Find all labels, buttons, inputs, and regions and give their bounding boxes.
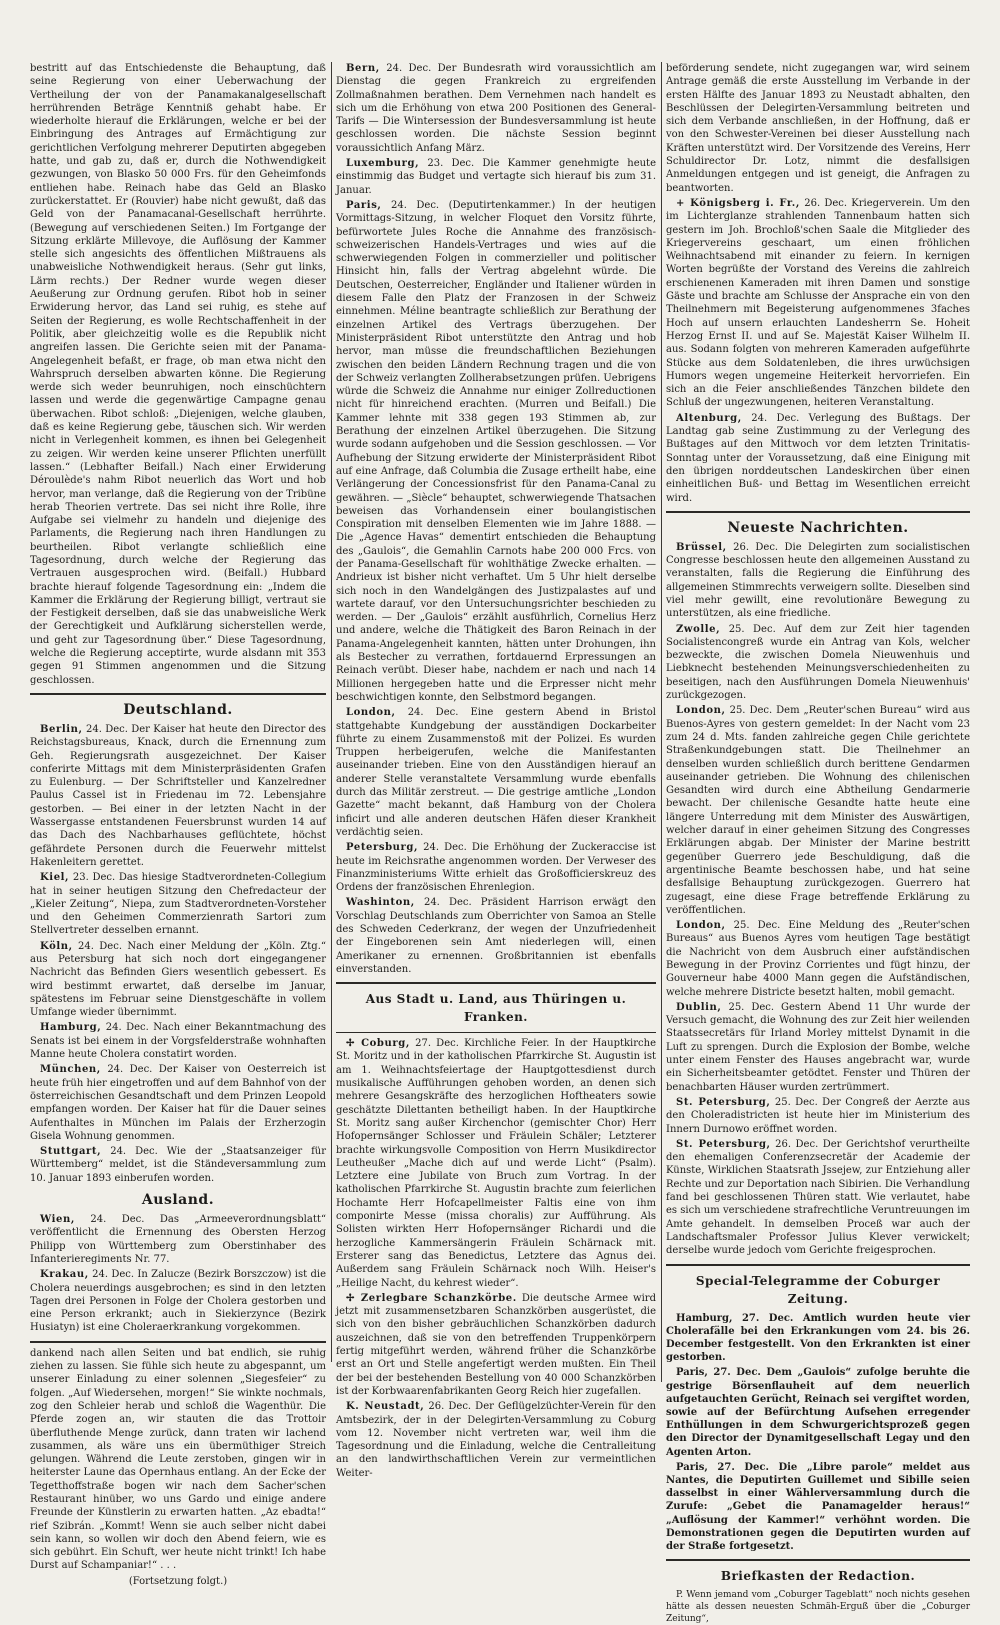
section-heading-briefkasten: Briefkasten der Redaction. bbox=[720, 1569, 916, 1584]
article-dateline: Bern, bbox=[346, 63, 380, 74]
article-dateline: Petersburg, bbox=[346, 842, 419, 854]
article-dateline: Hamburg, bbox=[40, 1022, 102, 1034]
article-dateline: St. Petersburg, bbox=[676, 1096, 771, 1108]
article-dateline: Kiel, bbox=[40, 872, 70, 884]
article-dateline: London, bbox=[346, 707, 396, 719]
article-text: 24. Dec. Das „Armeeverordnungsblatt“ veröffentlicht die Ernennung des Obersten Herzog Philipp von Württemberg zum Oberstinhaber des Infanterieregiments Nr. 77. bbox=[30, 1214, 326, 1265]
article-dateline: Paris, bbox=[346, 199, 382, 211]
section-divider bbox=[666, 1559, 970, 1561]
article-dateline: Washinton, bbox=[346, 897, 415, 909]
article-text: 24. Dec. Wie der „Staatsanzeiger für Württemberg“ meldet, ist die Ständeversammlung zum 10. Januar 1893 einberufen worden. bbox=[30, 1146, 327, 1184]
column-3 bbox=[666, 62, 970, 1625]
article bbox=[666, 412, 970, 505]
section-heading-heimat: Aus Stadt u. Land, aus Thüringen u. Franken. bbox=[365, 992, 627, 1025]
article-text: 24. Dec. Präsident Harrison erwägt den Vorschlag Deutschlands zum Oberrichter von Samoa an Stelle des Schweden Cederkranz, der wegen der Unzufriedenheit der Eingeborenen sein Amt niederlegen will, einen Amerikaner zu ernennen. Großbritannien ist ebenfalls einverstanden. bbox=[336, 897, 656, 975]
section-divider bbox=[666, 1264, 970, 1266]
article bbox=[336, 199, 656, 704]
column-rule bbox=[331, 62, 332, 1362]
article-dateline: Brüssel, bbox=[676, 541, 727, 553]
article-text: 24. Dec. (Deputirtenkammer.) In der heutigen Vormittags-Sitzung, in welcher Floquet den Vorsitz führte, befürwortete Jules Roche die Annahme des französisch-schweizerischen Handels-Vertrages und wies auf die schwerwiegenden Folgen in commerzieller und politischer Hinsicht hin, falls der Vertrag abgelehnt würde. Die Deutschen, Oesterreicher, Engländer und Italiener würden in diesem Falle den Platz der Franzosen in der Schweiz einnehmen. Méline beantragte schließlich zur Berathung der einzelnen Artikel des Vertrags überzugehen. Der Ministerpräsident Ribot unterstützte den Antrag und hob hervor, man müsse die freundschaftlichen Beziehungen zwischen den beiden Ländern Rechnung tragen und die von der Schweiz verlangten Zollherabsetzungen prüfen. Uebrigens würde die Schweiz die Annahme nur einiger Zollreductionen nicht für hinreichend erachten. (Murren und Beifall.) Die Kammer lehnte mit 338 gegen 193 Stimmen ab, zur Berathung der einzelnen Artikel überzugehen. Die Sitzung wurde sodann aufgehoben und die Session geschlossen. — Vor Aufhebung der Sitzung erwiderte der Ministerpräsident Ribot auf eine Anfrage, daß Columbia die Zusage ertheilt habe, eine Verlängerung der Concessionsfrist für den Panama-Canal zu gewähren. — „Siècle“ behauptet, schwerwiegende Thatsachen beweisen das Vorhandensein einer boulangistischen Conspiration mit denselben Elementen wie im Jahre 1888. — Die „Agence Havas“ dementirt entschieden die Behauptung des „Gaulois“, die Gemahlin Carnots habe 200 000 Frcs. von der Panama-Gesellschaft für wohlthätige Zwecke erhalten. — Andrieux ist bisher nicht verhaftet. Um 5 Uhr hielt derselbe sich noch in den Wandelgängen des Justizpalastes auf und wartete darauf, vor den Untersuchungsrichter beschieden zu werden. — Der „Gaulois“ erzählt ausführlich, Cornelius Herz und andere, welche die Thätigkeit des Baron Reinach in der Panama-Angelegenheit kannten, hätten unter Drohungen, ihn als Bestecher zu verrathen, fortdauernd Erpressungen an Reinach verübt. Dieser habe, nachdem er nach und nach 14 Millionen hergegeben hatte und die Erpresser nicht mehr beschwichtigen konnte, den Selbstmord begangen. bbox=[336, 199, 656, 703]
telegram: Paris, 27. Dec. Dem „Gaulois“ zufolge beruhte die gestrige Börsenflauheit auf dem neuerlich aufgetauchten Gerücht, Reinach sei vergiftet worden, sowie auf der Befürchtung Aufsehen erregender Enthüllungen in dem Schwurgerichtsprozeß gegen den Director der Dynamitgesellschaft Legay und den Agenten Arton. bbox=[666, 1367, 970, 1458]
column-rule bbox=[661, 62, 662, 1382]
article-dateline: Dublin, bbox=[676, 1001, 722, 1013]
article bbox=[336, 1292, 656, 1398]
section-divider bbox=[666, 511, 970, 513]
article-dateline: K. Neustadt, bbox=[346, 1401, 425, 1413]
article bbox=[336, 896, 656, 976]
article-dateline: Köln, bbox=[40, 940, 73, 952]
article bbox=[30, 871, 326, 937]
article-dateline: Zwolle, bbox=[676, 623, 721, 635]
article-text: 24. Dec. Nach einer Meldung der „Köln. Ztg.“ aus Petersburg hat sich noch dort eingegangener Nachricht das Befinden Giers wesentlich gebessert. Es wird bestimmt erwartet, daß derselbe im Januar, spätestens im Februar seine Dienstgeschäfte in vollem Umfange wieder übernimmt. bbox=[30, 940, 326, 1019]
article-text: 23. Dec. Die Kammer genehmigte heute einstimmig das Budget und vertagte sich hierauf bis zum 31. Januar. bbox=[336, 158, 656, 196]
feuilleton-divider bbox=[30, 1341, 326, 1343]
article-text: 24. Dec. Der Bundesrath wird voraussichtlich am Dienstag die gegen Frankreich zu ergreifenden Zollmaßnahmen berathen. Dem Vernehmen nach handelt es sich um die Erhöhung von etwa 200 Positionen des General-Tarifs — Die Wintersession der Bundesversammlung ist heute geschlossen worden. Die nächste Session beginnt voraussichtlich Anfang März. bbox=[336, 63, 657, 154]
article bbox=[666, 1001, 970, 1094]
article-text: 25. Dec. Eine Meldung des „Reuter'schen Bureaus“ aus Buenos Ayres vom heutigen Tage bestätigt die Nachricht von dem Ausbruch einer aufständischen Bewegung in der Provinz Corrientes und fügt hinzu, der Gouverneur habe 4000 Mann gegen die Aufständischen, welche mehrere Districte besetzt halten, mobil gemacht. bbox=[666, 920, 970, 998]
article-neustadt-continuation: beförderung sendete, nicht zugegangen war, wird seinem Antrage gemäß die erste Ausstellung im Verbande in der ersten Hälfte des Januar 1893 zu Neustadt abhalten, den Beschlüssen der Delegirten-Versammlung beitreten und sich dem Verbande anschließen, in der Hoffnung, daß er von den Schwester-Vereinen bei dieser Ausstellung nach Kräften unterstützt wird. Der Vorsitzende des Vereins, Herr Schuldirector Dr. Lotz, nimmt die desfallsigen Anmeldungen entgegen und ist geneigt, die Anfragen zu beantworten. bbox=[666, 63, 970, 194]
article-text: 26. Dec. Der Gerichtshof verurtheilte den ehemaligen Conferenzsecretär der Academie der Künste, Wirklichen Staatsrath Jssejew, zur Entziehung aller Rechte und zur Deportation nach Sibirien. Die Verhandlung fand bei geschlossenen Thüren statt. Wie verlautet, habe es sich um verschiedene strafrechtliche Veruntreuungen im Amte gehandelt. In demselben Proceß war auch der Landschaftsmaler Professor Julius Klever verwickelt; derselbe wurde jedoch vom Gerichte freigesprochen. bbox=[666, 1138, 970, 1257]
article-text: 26. Dec. Kriegerverein. Um den im Lichterglanze strahlenden Tannenbaum hatten sich gestern im Joh. Brochloß'schen Saale die Mitglieder des Kriegervereins geschaart, um einen fröhlichen Weihnachtsabend mit einander zu feiern. In kernigen Worten begrüßte der Vorstand des Vereins die zahlreich erschienenen Kameraden mit ihren Damen und sonstige Gäste und brachte am Schlusse der Ansprache ein von den Theilnehmern mit Begeisterung aufgenommenes 3faches Hoch auf unsern erlauchten Landesherrn Se. Hoheit Herzog Ernst II. und auf Se. Majestät Kaiser Wilhelm II. aus. Sodann folgten von mehreren Kameraden aufgeführte Stücke aus dem Soldatenleben, die ihres urwüchsigen Humors wegen ungemeine Heiterkeit hervorriefen. Ein sich an die Feier anschließendes Tänzchen bildete den Schluß der ungezwungenen, heiteren Veranstaltung. bbox=[666, 197, 970, 409]
article-dateline: St. Petersburg, bbox=[676, 1138, 771, 1150]
column-1 bbox=[30, 62, 327, 1587]
article bbox=[336, 706, 656, 839]
article bbox=[30, 723, 326, 869]
article-text: 25. Dec. Dem „Reuter'schen Bureau“ wird aus Buenos-Ayres von gestern gemeldet: In der Nacht vom 23 zum 24 d. Mts. fanden zahlreiche gegen Chile gerichtete Straßenkundgebungen statt. Die Theilnehmer an denselben wurden schließlich durch berittene Gendarmen auseinander getrieben. Die Wohnung des chilenischen Gesandten wird durch eine Abtheilung Gendarmerie bewacht. Der chilenische Gesandte hatte heute eine längere Unterredung mit dem Minister des Auswärtigen, welcher darauf in einer geheimen Sitzung des Congresses Erklärungen abgab. Der Minister der Marine bestritt gegenüber Guerrero jede Beschuldigung, daß die argentinische Beamte beschossen habe, und hat seine desfallsige Behauptung zurückgezogen. Guerrero hat zugesagt, eine diese Frage betreffende Erklärung zu veröffentlichen. bbox=[666, 705, 970, 916]
briefkasten-text: P. Wenn jemand vom „Coburger Tageblatt“ noch nichts gesehen hätte als dessen neuesten Schmäh-Erguß über die „Coburger Zeitung“, bbox=[666, 1590, 970, 1625]
article-text: 25. Dec. Der Congreß der Aerzte aus den Choleradistricten ist heute hier im Ministerium des Innern Durnowo eröffnet worden. bbox=[666, 1096, 970, 1135]
article bbox=[336, 1400, 656, 1480]
section-divider bbox=[336, 982, 656, 984]
article-dateline: + Königsberg i. Fr., bbox=[676, 197, 800, 209]
article-text: 25. Dec. Gestern Abend 11 Uhr wurde der Versuch gemacht, die Wohnung des zur Zeit hier weilenden Staatssecretärs für Irland Morley mittelst Dynamit in die Luft zu sprengen. Durch die Explosion der Bombe, welche unter einem Fenster des Hauses angebracht war, wurde ein Sicherheitsbeamter getödtet. Fenster und Thüren der benachbarten Häuser wurden zertrümmert. bbox=[666, 1001, 970, 1093]
article-dateline: ✢ Zerlegbare Schanzkörbe. bbox=[346, 1292, 517, 1304]
article-text: Die deutsche Armee wird jetzt mit zusammensetzbaren Schanzkörben ausgerüstet, die sich von den bisher gebräuchlichen Schanzkörben dadurch auszeichnen, daß sie von den betreffenden Truppenkörpern fertig mitgeführt werden, während früher die Schanzkörbe erst an Ort und Stelle angefertigt werden mußten. Ein Theil der bei der bestehenden Bestellung von 40 000 Schanzkörben ist der Korbwaarenfabrikanten Georg Reich hier zugefallen. bbox=[336, 1292, 656, 1397]
article bbox=[336, 62, 656, 155]
article bbox=[666, 1138, 970, 1258]
telegram: Hamburg, 27. Dec. Amtlich wurden heute vier Cholerafälle bei den Erkrankungen vom 24. bis 26. December festgestellt. Von den Erkrankten ist einer gestorben. bbox=[666, 1312, 970, 1364]
article-dateline: ✢ Coburg, bbox=[346, 1038, 410, 1050]
article bbox=[30, 1021, 326, 1061]
article-text: 24. Dec. Verlegung des Bußtags. Der Landtag gab seine Zustimmung zu der Verlegung des Bußtages auf den Mittwoch vor dem letzten Trinitatis-Sonntag unter der Voraussetzung, daß eine Einigung mit den übrigen norddeutschen Landeskirchen über einen einheitlichen Buß- und Bettag im Wesentlichen erreicht wird. bbox=[666, 412, 970, 504]
article-dateline: Krakau, bbox=[40, 1269, 89, 1281]
article-dateline: Altenburg, bbox=[676, 412, 742, 424]
article-text: 26. Dec. Der Geflügelzüchter-Verein für den Amtsbezirk, der in der Delegirten-Versammlung zu Coburg vom 12. November nicht vertreten war, weil ihm die Tagesordnung und die Einladung, welche die Centralleitung an den landwirthschaftlichen Verein zur vermeintlichen Weiter- bbox=[336, 1401, 656, 1479]
article bbox=[30, 1268, 326, 1334]
article-text: 24. Dec. Eine gestern Abend in Bristol stattgehabte Kundgebung der ausständigen Dockarbeiter führte zu einem Zusammenstoß mit der Polizei. Es wurden Truppen herbeigerufen, welche die Manifestanten auseinander trieben. Eine von den Ausständigen hierauf an anderer Stelle veranstaltete Versammlung wurde ebenfalls durch das Militär zerstreut. — Die gestrige amtliche „London Gazette“ macht bekannt, daß Hamburg von der Cholera inficirt und alle anderen deutschen Häfen dieser Krankheit verdächtig seien. bbox=[336, 707, 656, 838]
article bbox=[336, 841, 656, 894]
article bbox=[30, 1145, 326, 1185]
article-dateline: Wien, bbox=[40, 1214, 75, 1226]
article-dateline: London, bbox=[676, 920, 726, 932]
article-dateline: London, bbox=[676, 705, 726, 717]
telegram: Paris, 27. Dec. Die „Libre parole“ meldet aus Nantes, die Deputirten Guillemet und Sibille seien dasselbst in einer Wählerversammlung durch die Zurufe: „Gebet die Panamagelder heraus!“ „Auflösung der Kammer!“ verhöhnt worden. Die Demonstrationen gegen die Deputirten wurden auf der Straße fortgesetzt. bbox=[666, 1461, 970, 1552]
article bbox=[666, 541, 970, 621]
feuilleton-text: dankend nach allen Seiten und bat endlich, sie ruhig ziehen zu lassen. Sie fühle sich heute zu abgespannt, um unserer Einladung zu einer solennen „Siegesfeier“ zu folgen. „Auf Wiedersehen, morgen!“ Sie winkte nochmals, zog den Schleier herab und schloß die Wagenthür. Die Pferde zogen an, wir stauten die das Trottoir überfluthende Menge zurück, dann traten wir lachend zusammen, als wäre uns ein übermüthiger Streich gelungen. Während die Leute zerstoben, gingen wir in heiterster Laune das Opernhaus entlang. An der Ecke der Tegetthoffstraße bogen wir nach dem Sacher'schen Restaurant hinüber, wo uns Gardo und einige andere Freunde der Künstlerin zu erwarten hatten. „Az ebadta!“ rief Szibrán. „Kommt! Wenn sie auch selber nicht dabei sein kann, so wollen wir doch den Abend feiern, wie es sich gebührt. Ein Schuft, wer heute nicht trinkt! Ich habe Durst auf Schampaniar!“ . . . bbox=[30, 1347, 326, 1572]
article-dateline: Luxemburg, bbox=[346, 158, 420, 170]
section-divider bbox=[30, 693, 326, 695]
article-text: 24. Dec. Nach einer Bekanntmachung des Senats ist bei einem in der Vorgsfelderstraße wohnhaften Manne heute Cholera constatirt worden. bbox=[30, 1022, 326, 1061]
article bbox=[30, 940, 326, 1020]
article-dateline: Berlin, bbox=[40, 723, 83, 735]
article bbox=[666, 197, 970, 410]
article-text: 26. Dec. Die Delegirten zum socialistischen Congresse beschlossen heute den allgemeinen Ausstand zu veranstalten, falls die Regierung die Einführung des allgemeinen Stimmrechts verweigern sollte. Dieselben sind viel mehr gewillt, eine revolutionäre Bewegung zu unterstützen, als eine friedliche. bbox=[666, 541, 970, 620]
section-divider bbox=[336, 1032, 656, 1033]
article-dateline: München, bbox=[40, 1064, 101, 1076]
article bbox=[336, 157, 656, 197]
article-text: 24. Dec. Der Kaiser hat heute den Director des Reichstagsbureaus, Knack, durch die Ernennung zum Geh. Regierungsrath ausgezeichnet. Der Kaiser conferirte Mittags mit dem Ministerpräsidenten Grafen zu Eulenburg. — Der Schriftsteller und Kanzelredner Paulus Cassel ist in Friedenau im 72. Lebensjahre gestorben. — Bei einer in der letzten Nacht in der Wassergasse entstandenen Feuersbrunst wurden 14 auf das Dach des Nachbarhauses geflüchtete, höchst gefährdete Personen durch die Feuerwehr mittelst Hakenleitern gerettet. bbox=[30, 723, 326, 868]
article bbox=[666, 1096, 970, 1136]
section-heading-deutschland: Deutschland. bbox=[123, 701, 233, 718]
section-heading-neueste: Neueste Nachrichten. bbox=[727, 519, 909, 536]
article-text: 24. Dec. In Zalucze (Bezirk Borszczow) ist die Cholera neuerdings ausgebrochen; es sind in den letzten Tagen drei Personen in Folge der Cholera gestorben und eine Person erkrankt; auch in Siekierzynce (Bezirk Husiatyn) ist eine Choleraerkrankung vorgekommen. bbox=[30, 1269, 326, 1334]
article-text: 24. Dec. Der Kaiser von Oesterreich ist heute früh hier eingetroffen und auf dem Bahnhof von der österreichischen Gesandtschaft und dem Prinzen Leopold empfangen worden. Der Kaiser hat für die Dauer seines Aufenthaltes in München im Palais der Erzherzogin Gisela Wohnung genommen. bbox=[30, 1064, 326, 1142]
article bbox=[336, 1037, 656, 1290]
section-heading-telegramme: Special-Telegramme der Coburger Zeitung. bbox=[695, 1273, 941, 1306]
article-dateline: Stuttgart, bbox=[40, 1146, 102, 1158]
article-text: 24. Dec. Die Erhöhung der Zuckeraccise ist heute im Reichsrathe angenommen worden. Der Verweser des Finanzministeriums Witte erhielt das Großofficierskreuz des Ordens der französischen Ehrenlegion. bbox=[336, 842, 656, 894]
article bbox=[666, 623, 970, 703]
article bbox=[666, 919, 970, 999]
section-heading-ausland: Ausland. bbox=[141, 1192, 215, 1209]
article-paris-continuation: bestritt auf das Entschiedenste die Behauptung, daß seine Regierung von einer Ueberwachung der Vertheilung der von der Panamakanalgesellschaft herrührenden Beträge Kenntniß gehabt habe. Er wiederholte hierauf die Erklärungen, welche er bei der Einbringung des Antrages auf Ermächtigung zur gerichtlichen Verfolgung mehrerer Deputirten abgegeben hatte, und gab zu, daß er, durch die Nothwendigkeit gezwungen, von Blasko 50 000 Frs. für den Geheimfonds entliehen habe. Reinach habe das Geld an Blasko zurückerstattet. Er (Rouvier) habe nicht gewußt, daß das Geld von der Panamacanal-Gesellschaft herrührte. (Bewegung auf verschiedenen Seiten.) Im Fortgange der Sitzung erklärte Millevoye, die Auflösung der Kammer stelle sich angesichts des öffentlichen Mißtrauens als unabweisliche Nothwendigkeit heraus. (Sehr gut links, Lärm rechts.) Der Redner wurde wegen dieser Aeußerung zur Ordnung gerufen. Ribot hob in seiner Erwiderung hervor, das Land sei ruhig, es stehe auf Seiten der Regierung, es wolle Rechtschaffenheit in der Politik, aber gleichzeitig wolle es die Republik nicht angreifen lassen. Die Gerichte seien mit der Panama-Angelegenheit befaßt, er frage, ob man etwa nicht den Wahrspruch derselben abwarten könne. Die Regierung werde sich weder beunruhigen, noch einschüchtern lassen und werde die gegenwärtige Campagne genau überwachen. Ribot schloß: „Diejenigen, welche glauben, daß es keine Regierung gebe, täuschen sich. Wir werden nicht in Verlegenheit kommen, es ihnen bei Gelegenheit zu zeigen. Wir werden keine unserer Pflichten unerfüllt lassen.“ (Lebhafter Beifall.) Nach einer Erwiderung Déroulède's nahm Ribot neuerlich das Wort und hob hervor, man verlange, daß die Regierung von der Tribüne herab Theorien vertrete. Das sei nicht ihre Rolle, ihre Aufgabe sei vielmehr zu handeln und diejenige des Parlaments, die Regierung nach ihren Handlungen zu beurtheilen. Ribot verlangte schließlich eine Tagesordnung, durch welche der Regierung das Vertrauen ausgesprochen wird. (Beifall.) Hubbard brachte hierauf folgende Tagesordnung ein: „Indem die Kammer die Erklärung der Regierung billigt, vertraut sie der Festigkeit derselben, daß sie das unabweisliche Werk der Gerechtigkeit und Aufklärung sicherstellen werde, und geht zur Tagesordnung über.“ Diese Tagesordnung, welche die Regierung acceptirte, wurde alsdann mit 353 gegen 91 Stimmen angenommen und die Sitzung geschlossen. bbox=[30, 63, 326, 686]
article bbox=[30, 1063, 326, 1143]
article-text: 23. Dec. Das hiesige Stadtverordneten-Collegium hat in seiner heutigen Sitzung den Chefredacteur der „Kieler Zeitung“, Niepa, zum Stadtverordneten-Vorsteher und den Geheimen Commerzienrath Sartori zum Stellvertreter desselben ernannt. bbox=[30, 872, 326, 937]
article-text: 25. Dec. Auf dem zur Zeit hier tagenden Socialistencongreß wurde ein Antrag van Kols, welcher bezweckte, die zwischen Domela Nieuwenhuis und Liebknecht bestehenden Meinungsverschiedenheiten zu beseitigen, nach den Ausführungen Domela Nieuwenhuis' zurückgezogen. bbox=[666, 623, 970, 702]
column-2 bbox=[336, 62, 657, 1479]
article bbox=[30, 1213, 326, 1266]
article bbox=[666, 704, 970, 917]
article-text: 27. Dec. Kirchliche Feier. In der Hauptkirche St. Moritz und in der katholischen Pfarrkirche St. Augustin ist am 1. Weihnachtsfeiertage der Hauptgottesdienst durch musikalische Aufführungen gehoben worden, an denen sich mehrere Gesangskräfte des herzoglichen Hoftheaters sowie geschätzte Dilettanten betheiligt haben. In der Hauptkirche St. Moritz sang außer Kirchenchor (gemischter Chor) Herr Hofopernsänger Schlosser und Fräulein Schäler; Letzterer brachte wirkungsvolle Composition von Herrn Musikdirector Leutheußer „Mache dich auf und werde Licht“ (Psalm). Letztere eine Jubilate von Bruch zum Vortrag. In der katholischen Pfarrkirche St. Augustin brachte zum feierlichen Hochamte Herr Hofcapellmeister Faltis eine von ihm componirte Messe (missa choralis) zur Aufführung. Als Solisten wirkten Herr Hofopernsänger Richardi und die herzogliche Kammersängerin Fräulein Schärnack mit. Ersterer sang das Benedictus, Letztere das Agnus dei. Außerdem sang Fräulein Schärnack noch Wilh. Heiser's „Heilige Nacht, du kehrest wieder“. bbox=[336, 1038, 656, 1289]
feuilleton-continued: (Fortsetzung folgt.) bbox=[128, 1575, 228, 1587]
